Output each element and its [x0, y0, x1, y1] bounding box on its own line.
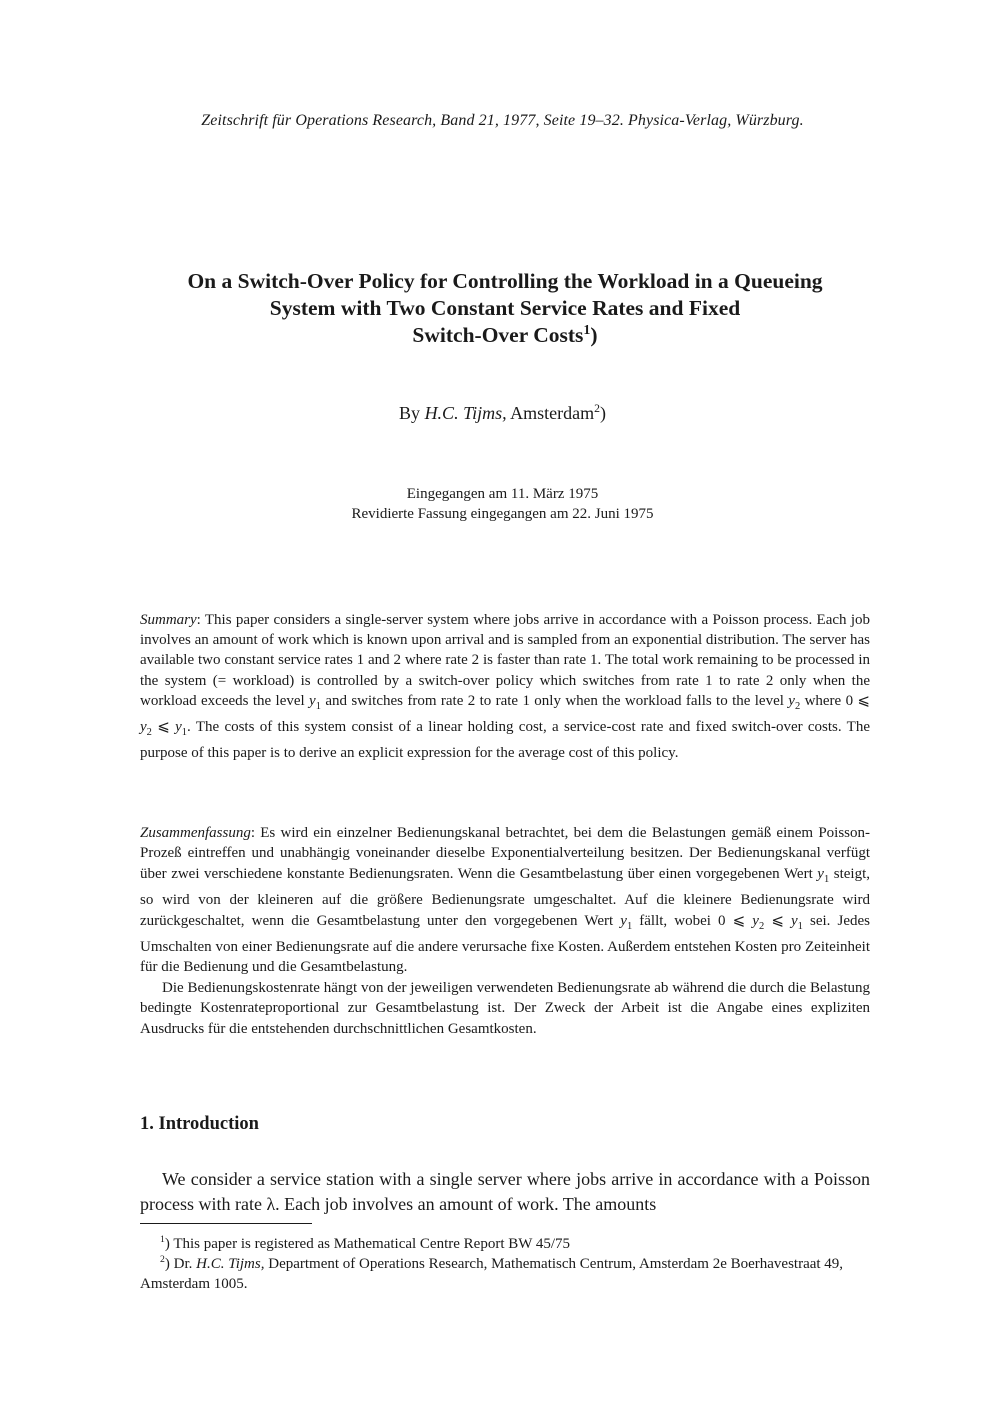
title-line-1: On a Switch-Over Policy for Controlling the Workload in a Queueing [187, 269, 823, 293]
math-sub-1: 1 [797, 920, 803, 932]
journal-header: Zeitschrift für Operations Research, Band 21, 1977, Seite 19–32. Physica-Verlag, Würzburg. [201, 112, 804, 129]
zusammenfassung-paragraph-1 [140, 823, 870, 978]
math-y1 [620, 912, 633, 932]
summary-text-e: . The costs of this system consist of a linear holding cost, a service-cost rate and fixed switch-over costs. The purpose of this paper is to derive an explicit expression for the average cost of this policy. [140, 719, 871, 762]
footnote-2-prefix: ) Dr. [164, 1256, 193, 1272]
footnote-2-mark: 2 [160, 1254, 165, 1265]
received-line-1: Eingegangen am 11. März 1975 [406, 486, 599, 502]
math-y-symbol: y [790, 912, 798, 929]
title-footnote-close: ) [590, 323, 598, 347]
math-sub-1: 1 [315, 700, 321, 712]
byline-footnote-close: ) [599, 403, 606, 423]
math-y-symbol: y [752, 912, 759, 929]
introduction-paragraph: We consider a service station with a single server where jobs arrive in accordance with a Poisson process with rate λ. Each job involves an amount of work. The amounts [140, 1169, 870, 1214]
zusammenfassung-text-d: ⩽ [764, 912, 791, 929]
math-y-symbol: y [788, 692, 795, 709]
author-name: H.C. Tijms, [424, 403, 507, 423]
zusammenfassung-text-b: steigt, so wird von der kleineren auf die größere Bedienungsrate umgeschaltet. Auf die kleinere Bedienungsrate wird zurückgeschaltet, wenn die Gesamtbelastung unter den vorgegebenen Wert [140, 865, 870, 929]
footnote-1-text: ) This paper is registered as Mathematical Centre Report BW 45/75 [164, 1236, 571, 1252]
summary-paragraph [140, 610, 870, 763]
summary-abstract [140, 610, 870, 763]
footnote-1 [140, 1234, 870, 1254]
author-affiliation: Amsterdam [510, 403, 595, 423]
math-sub-1: 1 [181, 727, 188, 739]
zusammenfassung-text-a: : Es wird ein einzelner Bedienungskanal betrachtet, bei dem die Belastungen gemäß einem Poisson-Prozeß eintreffen und unabhängig voneinander dieselbe Exponentialverteilung besitzen. Der Bedienungskanal verfügt über zwei verschiedene konstante Bedienungsraten. Wenn die Gesamtbelastung über einen vorgegebenen Wert [140, 825, 870, 882]
math-y-symbol: y [175, 719, 182, 736]
math-y-symbol: y [140, 719, 147, 736]
footnote-2-author: H.C. Tijms, [196, 1256, 265, 1272]
zusammenfassung-label: Zusammenfassung [140, 825, 251, 841]
zusammenfassung-abstract [140, 823, 870, 1039]
math-y-symbol: y [620, 912, 627, 929]
math-y1 [309, 692, 321, 712]
math-sub-1: 1 [626, 920, 633, 932]
summary-text-b: and switches from rate 2 to rate 1 only when the workload falls to the level [320, 692, 789, 709]
title-line-2: System with Two Constant Service Rates and Fixed [269, 296, 741, 320]
byline-footnote-mark: 2 [594, 402, 600, 415]
footnote-1-mark: 1 [160, 1234, 165, 1245]
math-y1 [175, 719, 188, 739]
math-y1 [790, 912, 803, 932]
summary-text-c: where 0 ⩽ [800, 692, 870, 709]
summary-text-a: : This paper considers a single-server system where jobs arrive in accordance with a Poisson process. Each job involves an amount of work which is known upon arrival and is sampled from an exponential distribution. The server has available two constant service rates 1 and 2 where rate 2 is faster than rate 1. The total work remaining to be processed in the system (= workload) is controlled by a switch-over policy which switches from rate 1 to rate 2 only when the workload exceeds the level [140, 612, 870, 709]
title-footnote-mark: 1 [583, 322, 591, 338]
math-sub-2: 2 [794, 700, 801, 712]
paper-title [140, 268, 870, 349]
byline-prefix: By [399, 403, 421, 423]
footnote-divider [140, 1223, 312, 1224]
math-sub-2: 2 [146, 727, 152, 739]
byline [0, 403, 1005, 424]
footnote-2-text: Department of Operations Research, Mathematisch Centrum, Amsterdam 2e Boerhavestraat 49, Amsterdam 1005. [140, 1256, 844, 1292]
zusammenfassung-text-e: sei. Jedes Umschalten von einer Bedienungsrate auf die andere verursache fixe Kosten. Außerdem entstehen Kosten pro Zeiteinheit für die Bedienung und die Gesamtbelastung. [140, 912, 870, 976]
math-y2 [752, 912, 765, 932]
math-sub-1: 1 [823, 873, 830, 885]
math-y2 [140, 719, 152, 739]
section-heading-introduction: 1. Introduction [140, 1114, 259, 1134]
title-line-3 [140, 322, 870, 349]
math-sub-2: 2 [758, 920, 765, 932]
math-y2 [788, 692, 801, 712]
title-line-3-text: Switch-Over Costs [412, 323, 584, 347]
math-y-symbol: y [817, 865, 824, 882]
received-dates [0, 484, 1005, 524]
zusammenfassung-text-c: fällt, wobei 0 ⩽ [632, 912, 753, 929]
zusammenfassung-paragraph-2: Die Bedienungskostenrate hängt von der jeweiligen verwendeten Bedienungsrate ab während die durch die Belastung bedingte Kostenrateproportional zur Gesamtbelastung ist. Der Zweck der Arbeit ist die Angabe eines expliziten Ausdrucks für die entstehenden durchschnittlichen Gesamtkosten. [140, 979, 870, 1037]
received-line-2: Revidierte Fassung eingegangen am 22. Juni 1975 [351, 506, 654, 522]
summary-label: Summary [140, 612, 197, 628]
math-y-symbol: y [309, 692, 316, 709]
footnotes [140, 1234, 870, 1294]
summary-text-d: ⩽ [151, 719, 176, 736]
math-y1 [817, 865, 830, 885]
footnote-2 [140, 1254, 870, 1294]
